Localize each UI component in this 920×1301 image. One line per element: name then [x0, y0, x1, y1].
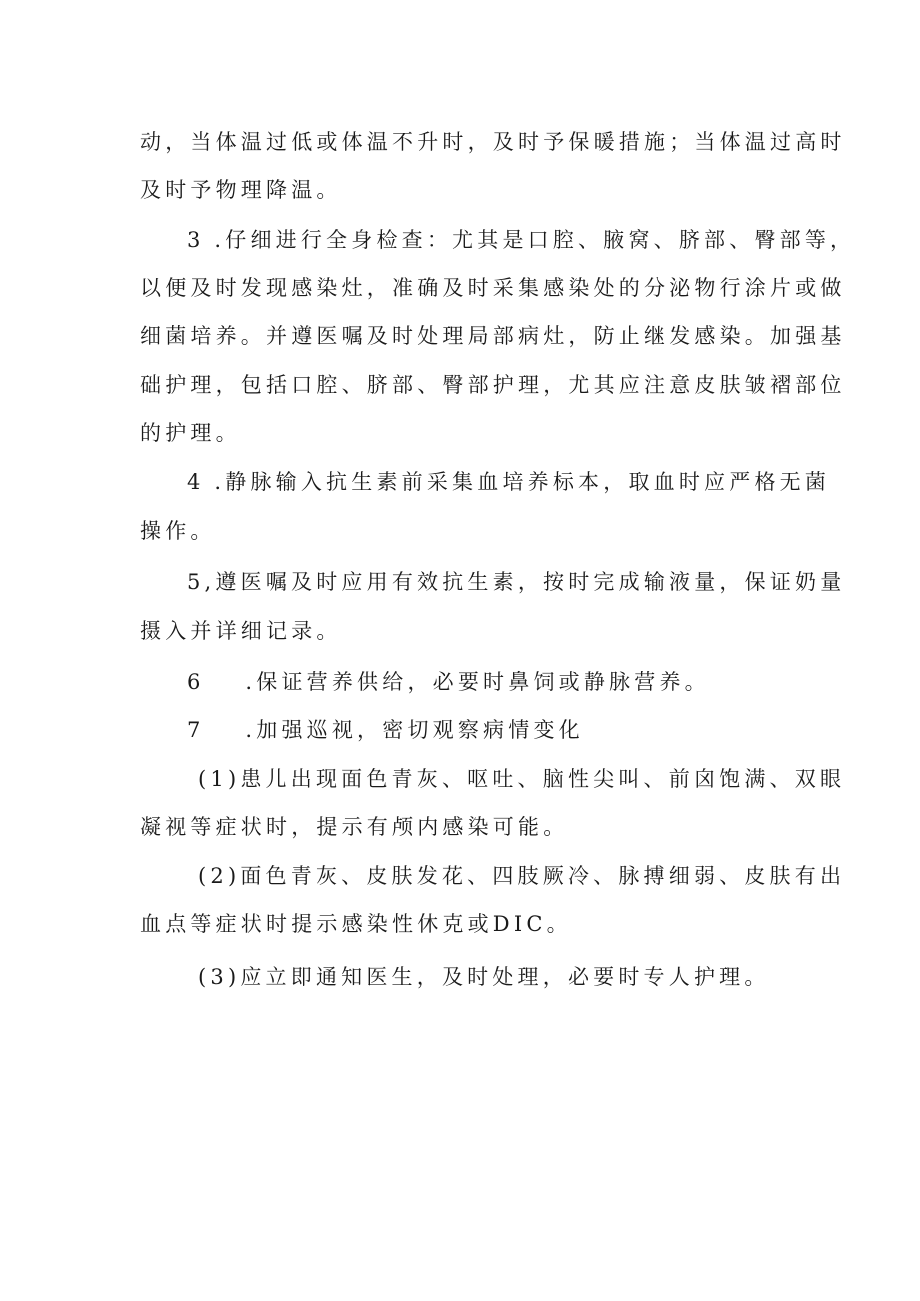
paragraph-line: 5,遵医嘱及时应用有效抗生素，按时完成输液量，保证奶量 — [187, 570, 846, 594]
paragraph-line: 的护理。 — [140, 421, 241, 445]
paragraph-line: 细菌培养。并遵医嘱及时处理局部病灶，防止继发感染。加强基 — [140, 324, 846, 348]
paragraph-line: .加强巡视，密切观察病情变化 — [245, 718, 584, 742]
paragraph-line: 血点等症状时提示感染性休克或DIC。 — [140, 912, 572, 936]
paragraph-line: 操作。 — [140, 519, 216, 543]
paragraph-line: .仔细进行全身检查：尤其是口腔、腋窝、脐部、臀部等， — [214, 228, 856, 252]
paragraph-line: (1)患儿出现面色青灰、呕吐、脑性尖叫、前囟饱满、双眼 — [198, 767, 846, 791]
list-item-7 — [187, 715, 584, 745]
list-item-6 — [187, 667, 710, 697]
paragraph-line: (2)面色青灰、皮肤发花、四肢厥冷、脉搏细弱、皮肤有出 — [198, 864, 846, 888]
paragraph-line: 凝视等症状时，提示有颅内感染可能。 — [140, 815, 569, 839]
paragraph-line: .保证营养供给，必要时鼻饲或静脉营养。 — [245, 670, 710, 694]
list-number: 7 — [187, 718, 201, 742]
list-number: 4 — [187, 470, 201, 494]
paragraph-line: 础护理，包括口腔、脐部、臀部护理，尤其应注意皮肤皱褶部位 — [140, 373, 846, 397]
paragraph-line: .静脉输入抗生素前采集血培养标本，取血时应严格无菌 — [214, 470, 831, 494]
paragraph-line: 动，当体温过低或体温不升时，及时予保暖措施；当体温过高时 — [140, 130, 846, 154]
list-number: 6 — [187, 670, 201, 694]
paragraph-line: 摄入并详细记录。 — [140, 619, 342, 643]
paragraph-line: 及时予物理降温。 — [140, 178, 342, 202]
list-item-3 — [187, 225, 855, 255]
paragraph-line: (3)应立即通知医生，及时处理，必要时专人护理。 — [198, 965, 770, 989]
paragraph-line: 以便及时发现感染灶，准确及时采集感染处的分泌物行涂片或做 — [140, 276, 846, 300]
list-item-4 — [187, 467, 830, 497]
list-number: 3 — [187, 228, 201, 252]
